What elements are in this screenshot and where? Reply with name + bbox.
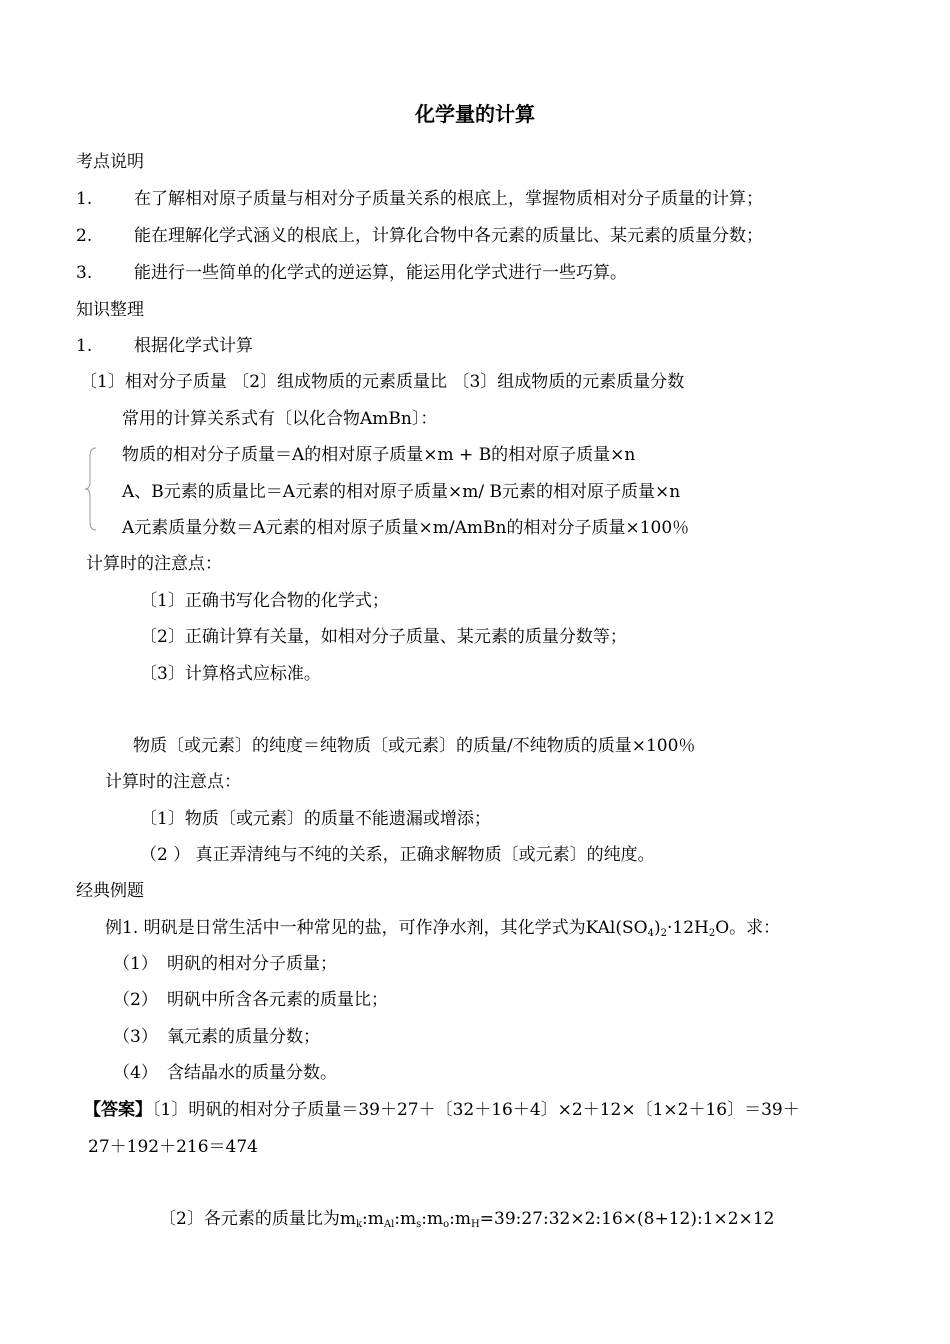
page-title: 化学量的计算 bbox=[415, 102, 535, 126]
question-number: （3） bbox=[113, 1027, 158, 1047]
note-1-3: 〔3〕计算格式应标准。 bbox=[140, 664, 321, 684]
question-number: （1） bbox=[113, 954, 158, 974]
list-number: 1. bbox=[76, 189, 93, 209]
formula-1: 物质的相对分子质量＝A的相对原子质量×m + B的相对原子质量×n bbox=[122, 445, 636, 465]
answer-line-1 bbox=[84, 1098, 800, 1122]
answer-text: 〔1〕明矾的相对分子质量＝39＋27＋〔32＋16＋4〕×2＋12×〔1×2＋16〕＝39＋ bbox=[152, 1100, 800, 1120]
exam-points-heading: 考点说明 bbox=[76, 152, 144, 172]
exam-point-3 bbox=[76, 261, 627, 285]
formula-intro: 常用的计算关系式有〔以化合物AmBn〕： bbox=[122, 409, 438, 429]
knowledge-heading: 知识整理 bbox=[76, 300, 144, 320]
answer-line-2: 27＋192＋216＝474 bbox=[88, 1137, 258, 1157]
example-1-text: 例1. 明矾是日常生活中一种常见的盐，可作净水剂，其化学式为$KAl(SO_4)_2\cdot 12H_2O$。求： bbox=[105, 918, 781, 939]
exam-point-1 bbox=[76, 187, 763, 211]
purity-formula: 物质〔或元素〕的纯度＝纯物质〔或元素〕的质量/不纯物质的质量×100％ bbox=[133, 736, 696, 756]
list-text: 在了解相对原子质量与相对分子质量关系的根底上，掌握物质相对分子质量的计算； bbox=[134, 189, 763, 209]
question-2 bbox=[113, 988, 388, 1012]
note-2-1: 〔1〕物质〔或元素〕的质量不能遗漏或增添； bbox=[140, 809, 491, 829]
question-3 bbox=[113, 1025, 320, 1049]
question-number: （2） bbox=[113, 990, 158, 1010]
knowledge-sub-items: 〔1〕相对分子质量 〔2〕组成物质的元素质量比 〔3〕组成物质的元素质量分数 bbox=[80, 372, 685, 392]
formula-3: A元素质量分数＝A元素的相对原子质量×m/AmBn的相对分子质量×100％ bbox=[122, 518, 690, 538]
list-number: 1. bbox=[76, 336, 93, 356]
answer-label: 【答案】 bbox=[84, 1100, 152, 1120]
question-4 bbox=[113, 1061, 337, 1085]
question-1 bbox=[113, 952, 337, 976]
question-text: 明矾的相对分子质量； bbox=[167, 954, 337, 974]
exam-point-2 bbox=[76, 224, 763, 248]
question-text: 明矾中所含各元素的质量比； bbox=[167, 990, 388, 1010]
question-text: 含结晶水的质量分数。 bbox=[167, 1063, 337, 1083]
list-number: 3. bbox=[76, 263, 93, 283]
question-number: （4） bbox=[113, 1063, 158, 1083]
notes-heading-2: 计算时的注意点： bbox=[105, 772, 241, 792]
formula-2: A、B元素的质量比＝A元素的相对原子质量×m/ B元素的相对原子质量×n bbox=[122, 482, 681, 502]
list-number: 2. bbox=[76, 226, 93, 246]
note-2-2: （2 ） 真正弄清纯与不纯的关系，正确求解物质〔或元素〕的纯度。 bbox=[140, 845, 655, 865]
answer-line-3: 〔2〕各元素的质量比为$m_k:m_{Al}:m_s:m_o:m_H=39:27:32\times 2:16\times(8+12):1\times 2\times 12$ bbox=[159, 1209, 775, 1230]
note-1-1: 〔1〕正确书写化合物的化学式； bbox=[140, 591, 389, 611]
note-1-2: 〔2〕正确计算有关量，如相对分子质量、某元素的质量分数等； bbox=[140, 627, 627, 647]
knowledge-item-1 bbox=[76, 334, 253, 358]
examples-heading: 经典例题 bbox=[76, 881, 144, 901]
list-text: 根据化学式计算 bbox=[134, 336, 253, 356]
list-text: 能进行一些简单的化学式的逆运算，能运用化学式进行一些巧算。 bbox=[134, 263, 627, 283]
curly-brace-icon bbox=[84, 446, 98, 532]
list-text: 能在理解化学式涵义的根底上，计算化合物中各元素的质量比、某元素的质量分数； bbox=[134, 226, 763, 246]
notes-heading-1: 计算时的注意点： bbox=[86, 554, 222, 574]
question-text: 氧元素的质量分数； bbox=[167, 1027, 320, 1047]
